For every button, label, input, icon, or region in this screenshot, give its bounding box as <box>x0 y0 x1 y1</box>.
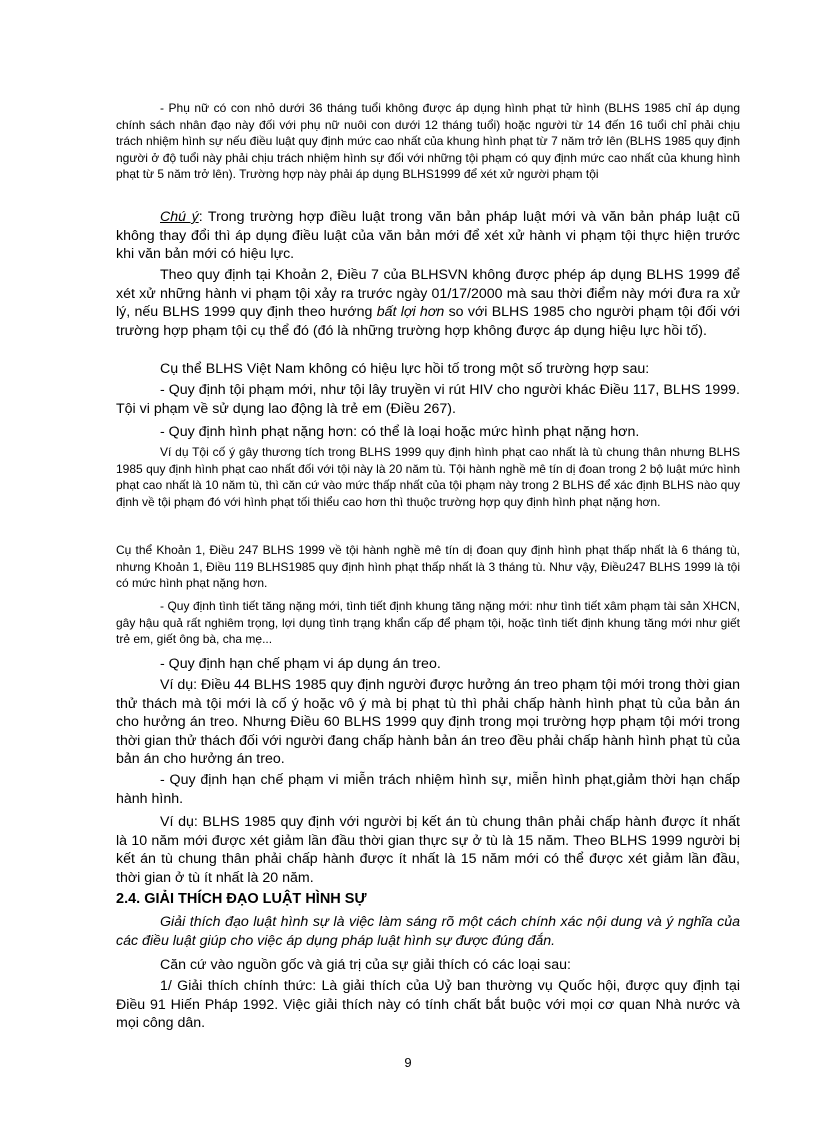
paragraph-suspended-sentence-limit: - Quy định hạn chế phạm vi áp dụng án treo. <box>160 656 441 672</box>
paragraph-example-life-sentence: Ví dụ: BLHS 1985 quy định với người bị kết án tù chung thân phải chấp hành được ít nhất là 10 năm mới được xét giảm lần đầu thời gian thực sự ở tù là 15 năm. Theo BLHS 1999 người bị kết án tù chung thân phải chấp hành được ít nhất là 15 năm mới có thể được xét giảm lần đầu, thời gian ở tù ít nhất là 20 năm. <box>116 814 740 886</box>
page-number: 9 <box>404 1055 412 1070</box>
paragraph-interpretation-definition: Giải thích đạo luật hình sự là việc làm sáng rõ một cách chính xác nội dung và ý nghĩa của các điều luật giúp cho việc áp dụng pháp luật hình sự được đúng đắn. <box>116 914 740 949</box>
paragraph-no-retroactivity-cases: Cụ thể BLHS Việt Nam không có hiệu lực hồi tố trong một số trường hợp sau: <box>160 361 650 377</box>
paragraph-exemption-limit: - Quy định hạn chế phạm vi miễn trách nhiệm hình sự, miễn hình phạt,giảm thời hạn chấp hành hình. <box>116 772 740 807</box>
paragraph-example-suspended-sentence: Ví dụ: Điều 44 BLHS 1985 quy định người được hưởng án treo phạm tội mới trong thời gian thử thách mà tội mới là cố ý hoặc vô ý mà bị phạt tù thì phải chấp hành hình phạt tù của bản án cho hưởng án treo. Nhưng Điều 60 BLHS 1999 quy định trong mọi trường hợp phạm tội mới trong thời gian thử thách đối với người đang chấp hành bản án treo đều phải chấp hành hình phạt tù của bản án cho hưởng án treo. <box>116 677 740 767</box>
paragraph-new-crime: - Quy định tội phạm mới, như tội lây truyền vi rút HIV cho người khác Điều 117, BLHS 1999. Tội vi phạm về sử dụng lao động là trẻ em (Điều 267). <box>116 382 740 417</box>
paragraph-example-injury: Ví dụ Tội cố ý gây thương tích trong BLHS 1999 quy định hình phạt cao nhất là tù chung thân nhưng BLHS 1985 quy định hình phạt cao nhất đối với tội này là 20 năm tù. Tội hành nghề mê tín dị đoan trong 2 bộ luật mức hình phạt cao nhất là 10 năm tù, thì căn cứ vào mức thấp nhất của tội phạm này trong 2 BLHS để xác định BLHS nào quy định về tội phạm đó với hình phạt tối thiểu cao hơn thì thuộc trường hợp quy định hình phạt nặng hơn. <box>116 445 740 509</box>
note-text: : Trong trường hợp điều luật trong văn bản pháp luật mới và văn bản pháp luật cũ không thay đổi thì áp dụng điều luật của văn bản mới để xét xử hành vi phạm tội thực hiện trước khi văn bản mới có hiệu lực. <box>116 209 740 262</box>
emphasis-disadvantage: bất lợi hơn <box>376 304 445 320</box>
paragraph-note <box>116 208 740 264</box>
paragraph-aggravating-circumstances: - Quy định tình tiết tăng nặng mới, tình tiết định khung tăng nặng mới: như tình tiết xâm phạm tài sản XHCN, gây hậu quả rất nghiêm trọng, lợi dụng tình trạng khẩn cấp để phạm tội, hoặc tình tiết định khung tăng mới như giết trẻ em, giết ông bà, cha mẹ... <box>116 599 740 647</box>
section-heading: 2.4. GIẢI THÍCH ĐẠO LUẬT HÌNH SỰ <box>116 891 367 907</box>
paragraph-heavier-penalty: - Quy định hình phạt nặng hơn: có thể là loại hoặc mức hình phạt nặng hơn. <box>160 424 640 440</box>
paragraph-death-penalty-exemption: - Phụ nữ có con nhỏ dưới 36 tháng tuổi không được áp dụng hình phạt tử hình (BLHS 1985 chỉ áp dụng chính sách nhân đạo này đối với phụ nữ nuôi con dưới 12 tháng tuổi) hoặc người từ 14 đến 16 tuổi chỉ phải chịu trách nhiệm hình sự nếu điều luật quy định mức cao nhất của khung hình phạt từ 7 năm trở lên (BLHS 1985 quy định người ở độ tuổi này phải chịu trách nhiệm hình sự đối với những tội phạm có quy định mức cao nhất của khung hình phạt từ 5 năm trở lên). Trường hợp này phải áp dụng BLHS1999 để xét xử người phạm tội <box>116 101 740 182</box>
paragraph-interpretation-types: Căn cứ vào nguồn gốc và giá trị của sự giải thích có các loại sau: <box>160 957 571 973</box>
note-label: Chú ý <box>160 209 199 225</box>
paragraph-official-interpretation: 1/ Giải thích chính thức: Là giải thích của Uỷ ban thường vụ Quốc hội, được quy định tại Điều 91 Hiến Pháp 1992. Việc giải thích này có tính chất bắt buộc với mọi cơ quan Nhà nước và mọi công dân. <box>116 978 740 1031</box>
paragraph-retroactivity-rule: Theo quy định tại Khoản 2, Điều 7 của BLHSVN không được phép áp dụng BLHS 1999 để xét xử những hành vi phạm tội xảy ra trước ngày 01/17/2000 mà sau thời điểm này mới đưa ra xử lý, nếu BLHS 1999 quy định theo hướng bất lợi hơn so với BLHS 1985 cho người phạm tội đối với trường hợp phạm tội cụ thể đó (đó là những trường hợp không được áp dụng hiệu lực hồi tố). <box>116 267 741 339</box>
paragraph-example-superstition: Cụ thể Khoản 1, Điều 247 BLHS 1999 về tội hành nghề mê tín dị đoan quy định hình phạt thấp nhất là 6 tháng tù, nhưng Khoản 1, Điều 119 BLHS1985 quy định hình phạt thấp nhất là 3 tháng tù. Như vậy, Điều247 BLHS 1999 là tội có mức hình phạt nặng hơn. <box>116 543 740 591</box>
